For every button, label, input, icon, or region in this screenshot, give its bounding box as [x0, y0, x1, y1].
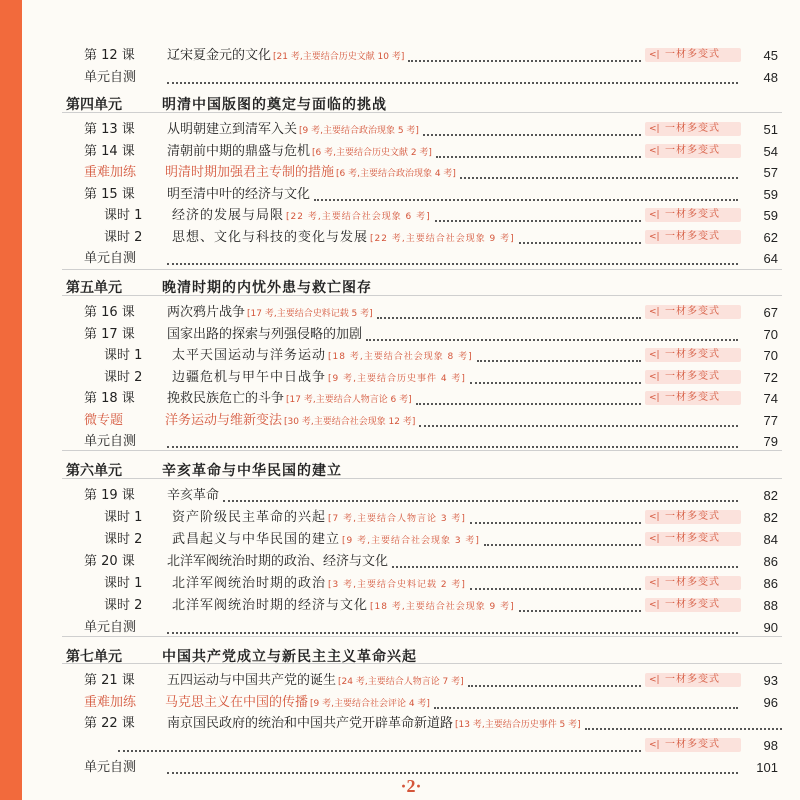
entry-title-text: 辛亥革命 [167, 488, 220, 503]
page-ref: 101 [756, 760, 778, 775]
toc-entry[interactable] [22, 692, 800, 714]
entry-title [172, 529, 480, 552]
variant-badge-label: 一材多变式 [665, 209, 720, 220]
entry-title-text: 从明朝建立到清军入关 [167, 122, 298, 137]
entry-label: 单元自测 [84, 251, 137, 266]
dot-leader [167, 772, 738, 774]
toc-entry[interactable] [22, 141, 800, 163]
variant-badge[interactable] [645, 510, 741, 524]
share-icon: <| [649, 512, 660, 522]
share-icon: <| [649, 50, 660, 60]
variant-badge-label: 一材多变式 [665, 49, 720, 60]
entry-title [172, 205, 431, 228]
page-ref: 90 [763, 620, 778, 635]
entry-label: 重难加练 [84, 165, 137, 180]
unit-title [162, 91, 387, 119]
entry-title [167, 302, 373, 325]
page-ref: 51 [763, 122, 778, 137]
dot-leader [434, 707, 738, 709]
exam-frequency-note: [9 考,主要结合历史事件 4 考] [328, 374, 466, 384]
toc-entry[interactable] [22, 573, 800, 595]
entry-label: 课时 2 [104, 230, 143, 245]
toc-entry[interactable] [22, 302, 800, 324]
page-ref: 70 [763, 327, 778, 342]
exam-frequency-note: [9 考,主要结合社会评论 4 考] [310, 699, 430, 709]
variant-badge-label: 一材多变式 [665, 533, 720, 544]
unit-label: 第七单元 [66, 649, 122, 665]
entry-title [172, 507, 466, 530]
variant-badge-label: 一材多变式 [665, 306, 720, 317]
page-ref: 64 [763, 251, 778, 266]
entry-label: 第 18 课 [84, 391, 135, 406]
page-ref: 98 [763, 738, 778, 753]
variant-badge-label: 一材多变式 [665, 123, 720, 134]
share-icon: <| [649, 600, 660, 610]
dot-leader [460, 177, 738, 179]
entry-label: 单元自测 [84, 620, 137, 635]
share-icon: <| [649, 350, 660, 360]
page-ref: 79 [763, 434, 778, 449]
entry-title-text: 明清中国版图的奠定与面临的挑战 [162, 97, 387, 113]
dot-leader [470, 522, 641, 524]
entry-label: 第 16 课 [84, 305, 135, 320]
dot-leader [519, 242, 641, 244]
toc-entry[interactable] [22, 617, 800, 639]
entry-title [167, 388, 412, 411]
entry-title [172, 227, 515, 250]
entry-title-text: 明至清中叶的经济与文化 [167, 187, 311, 202]
unit-heading [22, 457, 800, 485]
entry-label: 单元自测 [84, 70, 137, 85]
page-ref: 86 [763, 554, 778, 569]
share-icon: <| [649, 578, 660, 588]
page-ref: 62 [763, 230, 778, 245]
share-icon: <| [649, 393, 660, 403]
variant-badge[interactable] [645, 391, 741, 405]
exam-frequency-note: [18 考,主要结合社会现象 9 考] [370, 602, 515, 612]
page-ref: 82 [763, 510, 778, 525]
entry-label: 课时 1 [104, 348, 143, 363]
entry-title-text: 洋务运动与维新变法 [165, 413, 283, 428]
variant-badge-label: 一材多变式 [665, 371, 720, 382]
entry-title-text: 南京国民政府的统治和中国共产党开辟革命新道路 [167, 716, 454, 731]
variant-badge-label: 一材多变式 [665, 511, 720, 522]
toc-entry[interactable] [22, 324, 800, 346]
dot-leader [366, 339, 738, 341]
variant-badge[interactable] [645, 305, 741, 319]
variant-badge[interactable] [645, 673, 741, 687]
entry-title-text: 明清时期加强君主专制的措施 [165, 165, 335, 180]
exam-frequency-note: [22 考,主要结合社会现象 9 考] [370, 234, 515, 244]
variant-badge-label: 一材多变式 [665, 231, 720, 242]
entry-title [172, 573, 466, 596]
entry-title [165, 410, 415, 433]
dot-leader [167, 82, 738, 84]
dot-leader [484, 544, 641, 546]
toc-entry[interactable] [22, 184, 800, 206]
entry-title-text: 两次鸦片战争 [167, 305, 246, 320]
entry-title-text: 晚清时期的内忧外患与救亡图存 [162, 280, 372, 296]
entry-label: 第 21 课 [84, 673, 135, 688]
entry-title [167, 324, 362, 346]
exam-frequency-note: [6 考,主要结合历史文献 2 考] [312, 148, 432, 158]
toc-entry[interactable] [22, 485, 800, 507]
dot-leader [477, 360, 641, 362]
entry-title [167, 119, 419, 142]
entry-label: 第 15 课 [84, 187, 135, 202]
page-ref: 67 [763, 305, 778, 320]
unit-heading [22, 91, 800, 119]
entry-label: 第 17 课 [84, 327, 135, 342]
page-ref: 96 [763, 695, 778, 710]
page-ref: 86 [763, 576, 778, 591]
page-ref: 72 [763, 370, 778, 385]
entry-title-text: 国家出路的探索与列强侵略的加剧 [167, 327, 363, 342]
variant-badge[interactable] [645, 230, 741, 244]
entry-title-text: 辛亥革命与中华民国的建立 [162, 463, 342, 479]
variant-badge-label: 一材多变式 [665, 577, 720, 588]
variant-badge[interactable] [645, 122, 741, 136]
toc-entry[interactable] [22, 227, 800, 249]
entry-title-text: 清朝前中期的鼎盛与危机 [167, 144, 311, 159]
page-ref: 74 [763, 391, 778, 406]
entry-title-text: 中国共产党成立与新民主主义革命兴起 [162, 649, 417, 665]
unit-title [162, 274, 372, 302]
exam-frequency-note: [6 考,主要结合政治现象 4 考] [336, 169, 456, 179]
page-ref: 57 [763, 165, 778, 180]
entry-label: 课时 1 [104, 576, 143, 591]
entry-title [165, 162, 456, 185]
share-icon: <| [649, 740, 660, 750]
dot-leader [223, 500, 738, 502]
variant-badge[interactable] [645, 738, 741, 752]
variant-badge[interactable] [645, 576, 741, 590]
entry-label: 第 20 课 [84, 554, 135, 569]
dot-leader [118, 750, 641, 752]
toc-entry[interactable] [22, 670, 800, 692]
variant-badge[interactable] [645, 598, 741, 612]
entry-title-text: 挽救民族危亡的斗争 [167, 391, 285, 406]
dot-leader [435, 220, 641, 222]
entry-label: 第 22 课 [84, 716, 135, 731]
toc-entry[interactable] [22, 507, 800, 529]
exam-frequency-note: [13 考,主要结合历史事件 5 考] [455, 720, 581, 730]
dot-leader [436, 156, 641, 158]
toc-entry[interactable] [22, 119, 800, 141]
page-number: ·2· [400, 776, 422, 796]
entry-label: 重难加练 [84, 695, 137, 710]
dot-leader [314, 199, 738, 201]
dot-leader [468, 685, 641, 687]
dot-leader [519, 610, 641, 612]
share-icon: <| [649, 232, 660, 242]
page-ref: 84 [763, 532, 778, 547]
share-icon: <| [649, 675, 660, 685]
unit-title [162, 457, 342, 485]
entry-title-text: 北洋军阀统治时期的经济与文化 [172, 598, 369, 613]
unit-label: 第四单元 [66, 97, 122, 113]
entry-title [167, 551, 388, 573]
variant-badge[interactable] [645, 144, 741, 158]
dot-leader [167, 632, 738, 634]
dot-leader [419, 425, 738, 427]
page-ref: 77 [763, 413, 778, 428]
dot-leader [377, 317, 641, 319]
unit-heading [22, 274, 800, 302]
entry-title [172, 345, 473, 368]
unit-heading [22, 643, 800, 671]
entry-label: 单元自测 [84, 760, 137, 775]
exam-frequency-note: [22 考,主要结合社会现象 6 考] [286, 212, 431, 222]
toc-entry[interactable] [22, 67, 800, 89]
entry-title-text: 辽宋夏金元的文化 [167, 48, 272, 63]
page-ref: 59 [763, 187, 778, 202]
entry-title [167, 670, 464, 693]
entry-label: 课时 1 [104, 510, 143, 525]
page-ref: 82 [763, 488, 778, 503]
entry-title-text: 北洋军阀统治时期的政治、经济与文化 [167, 554, 389, 569]
variant-badge[interactable] [645, 208, 741, 222]
variant-badge[interactable] [645, 370, 741, 384]
entry-title [167, 713, 581, 736]
entry-title-text: 太平天国运动与洋务运动 [172, 348, 327, 363]
exam-frequency-note: [3 考,主要结合史料记载 2 考] [328, 580, 466, 590]
variant-badge-label: 一材多变式 [665, 599, 720, 610]
toc-entry[interactable] [22, 595, 800, 617]
entry-title-text: 边疆危机与甲午中日战争 [172, 370, 327, 385]
toc-entry[interactable] [22, 713, 800, 735]
entry-title-text: 经济的发展与局限 [172, 208, 285, 223]
dot-leader [470, 382, 641, 384]
exam-frequency-note: [9 考,主要结合政治现象 5 考] [299, 126, 419, 136]
entry-title-text: 资产阶级民主革命的兴起 [172, 510, 327, 525]
toc-entry[interactable] [22, 162, 800, 184]
entry-title-text: 北洋军阀统治时期的政治 [172, 576, 327, 591]
share-icon: <| [649, 307, 660, 317]
toc-entry[interactable] [22, 529, 800, 551]
page-ref: 48 [763, 70, 778, 85]
exam-frequency-note: [24 考,主要结合人物言论 7 考] [338, 677, 464, 687]
exam-frequency-note: [30 考,主要结合社会现象 12 考] [284, 417, 416, 427]
entry-title-text: 五四运动与中国共产党的诞生 [167, 673, 337, 688]
exam-frequency-note: [17 考,主要结合人物言论 6 考] [286, 395, 412, 405]
entry-title [165, 692, 430, 715]
exam-frequency-note: [9 考,主要结合社会现象 3 考] [342, 536, 480, 546]
page-ref: 88 [763, 598, 778, 613]
exam-frequency-note: [17 考,主要结合史料记载 5 考] [247, 309, 373, 319]
page-ref: 93 [763, 673, 778, 688]
dot-leader [167, 446, 738, 448]
entry-label: 第 14 课 [84, 144, 135, 159]
toc-entry[interactable] [22, 388, 800, 410]
toc-page [22, 0, 800, 800]
variant-badge-label: 一材多变式 [665, 674, 720, 685]
unit-label: 第五单元 [66, 280, 122, 296]
toc-entry[interactable] [22, 410, 800, 432]
page-ref: 45 [763, 48, 778, 63]
variant-badge-label: 一材多变式 [665, 349, 720, 360]
entry-label: 课时 1 [104, 208, 143, 223]
dot-leader [416, 403, 641, 405]
entry-title [172, 595, 515, 618]
page-ref: 59 [763, 208, 778, 223]
entry-label: 单元自测 [84, 434, 137, 449]
variant-badge[interactable] [645, 532, 741, 546]
dot-leader [470, 588, 641, 590]
page-ref: 70 [763, 348, 778, 363]
entry-title [167, 485, 219, 507]
variant-badge-label: 一材多变式 [665, 392, 720, 403]
entry-label: 第 13 课 [84, 122, 135, 137]
unit-title [162, 643, 417, 671]
toc-entry[interactable] [22, 248, 800, 270]
exam-frequency-note: [7 考,主要结合人物言论 3 考] [328, 514, 466, 524]
entry-label: 微专题 [84, 413, 124, 428]
share-icon: <| [649, 124, 660, 134]
dot-leader [408, 60, 641, 62]
share-icon: <| [649, 146, 660, 156]
entry-title [167, 45, 404, 68]
exam-frequency-note: [18 考,主要结合社会现象 8 考] [328, 352, 473, 362]
entry-title-text: 马克思主义在中国的传播 [165, 695, 309, 710]
entry-title [167, 184, 310, 206]
toc-entry[interactable] [22, 45, 800, 67]
toc-entry[interactable] [22, 735, 800, 757]
entry-label: 课时 2 [104, 598, 143, 613]
share-icon: <| [649, 210, 660, 220]
entry-label: 第 19 课 [84, 488, 135, 503]
toc-entry[interactable] [22, 205, 800, 227]
entry-title-text: 武昌起义与中华民国的建立 [172, 532, 341, 547]
variant-badge[interactable] [645, 48, 741, 62]
unit-label: 第六单元 [66, 463, 122, 479]
entry-label: 第 12 课 [84, 48, 135, 63]
dot-leader [585, 728, 782, 730]
entry-title [172, 367, 466, 390]
entry-label: 课时 2 [104, 370, 143, 385]
exam-frequency-note: [21 考,主要结合历史文献 10 考] [273, 52, 405, 62]
toc-entry[interactable] [22, 367, 800, 389]
variant-badge[interactable] [645, 348, 741, 362]
dot-leader [423, 134, 641, 136]
dot-leader [392, 566, 738, 568]
entry-label: 课时 2 [104, 532, 143, 547]
variant-badge-label: 一材多变式 [665, 739, 720, 750]
variant-badge-label: 一材多变式 [665, 145, 720, 156]
share-icon: <| [649, 534, 660, 544]
toc-entry[interactable] [22, 345, 800, 367]
page-ref: 54 [763, 144, 778, 159]
toc-entry[interactable] [22, 551, 800, 573]
entry-title-text: 思想、文化与科技的变化与发展 [172, 230, 369, 245]
entry-title [167, 141, 432, 164]
toc-entry[interactable] [22, 431, 800, 453]
dot-leader [167, 263, 738, 265]
share-icon: <| [649, 372, 660, 382]
